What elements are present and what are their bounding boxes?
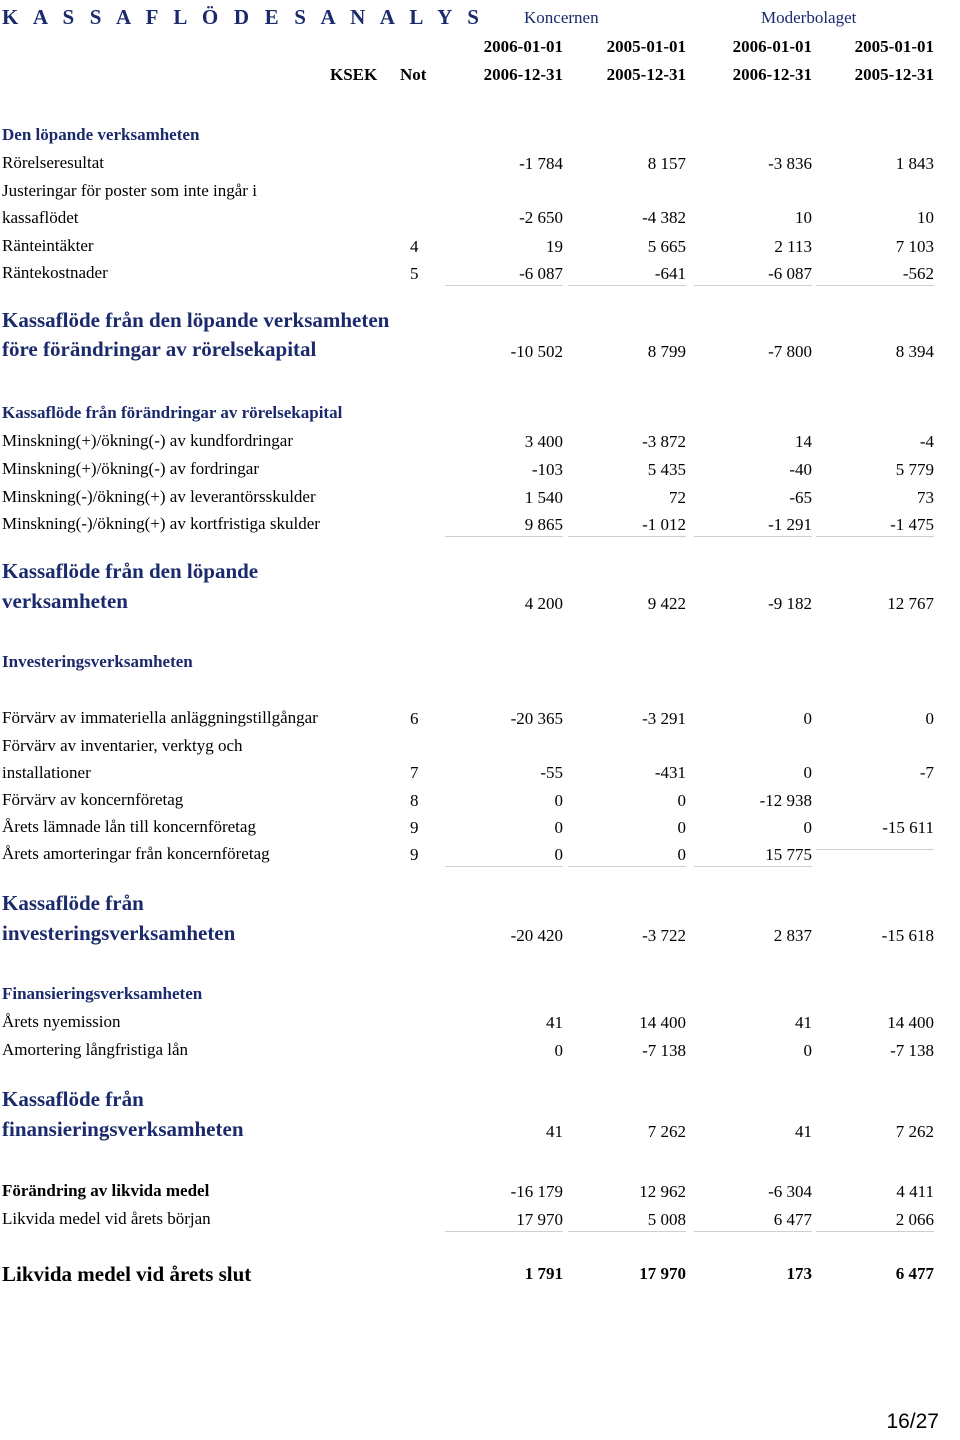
row-label: Minskning(+)/ökning(-) av fordringar [2, 459, 259, 478]
row-value: -16 179 [510, 1182, 563, 1201]
row-label: Minskning(-)/ökning(+) av kortfristiga skulder [2, 514, 320, 533]
row-note: 7 [410, 763, 419, 782]
row-label: Förvärv av koncernföretag [2, 790, 184, 809]
row-value: -20 365 [510, 709, 563, 728]
row-value: 9 422 [647, 594, 686, 613]
row-value: -3 836 [768, 154, 812, 173]
row-label: Finansieringsverksamheten [2, 984, 203, 1003]
row-value: 3 400 [524, 432, 563, 451]
row-value: 19 [546, 237, 563, 256]
row-label: Justeringar för poster som inte ingår i [2, 181, 257, 200]
row-value: -6 087 [694, 265, 812, 286]
row-label: Kassaflöde från [2, 891, 144, 915]
row-label: Förändring av likvida medel [2, 1181, 210, 1200]
row-label-cont: verksamheten [2, 589, 128, 613]
row-label: Rörelseresultat [2, 153, 104, 172]
row-value: 6 477 [895, 1264, 934, 1283]
row-value: 5 665 [647, 237, 686, 256]
row-label-cont: investeringsverksamheten [2, 921, 236, 945]
row-value: 0 [554, 818, 563, 837]
row-value: -10 502 [510, 342, 563, 361]
page-number: 16/27 [886, 1410, 939, 1433]
row-value: 12 767 [887, 594, 934, 613]
row-value: 14 [795, 432, 812, 451]
row-value: 7 262 [895, 1122, 934, 1141]
row-value: -9 182 [768, 594, 812, 613]
row-label-cont: installationer [2, 763, 91, 782]
row-value: -6 304 [768, 1182, 812, 1201]
header-period-to: 2005-12-31 [606, 65, 686, 84]
row-note: 8 [410, 791, 419, 810]
row-value: 14 400 [639, 1013, 686, 1032]
row-value: 7 262 [647, 1122, 686, 1141]
row-value: -4 382 [642, 208, 686, 227]
row-value: 0 [554, 1041, 563, 1060]
row-value: 1 791 [524, 1264, 563, 1283]
header-period-to: 2005-12-31 [854, 65, 934, 84]
row-value: -7 138 [890, 1041, 934, 1060]
row-label: Amortering långfristiga lån [2, 1040, 189, 1059]
row-value: 0 [677, 791, 686, 810]
row-label-cont: finansieringsverksamheten [2, 1117, 244, 1141]
row-value: 72 [669, 488, 686, 507]
row-value: 17 970 [445, 1211, 563, 1232]
row-value: 5 435 [647, 460, 686, 479]
row-value: -1 475 [816, 516, 934, 537]
row-value: 10 [917, 208, 934, 227]
row-value: 2 113 [774, 237, 812, 256]
row-value [816, 846, 934, 850]
row-value: 0 [803, 818, 812, 837]
header-not: Not [400, 65, 427, 84]
row-value: 73 [917, 488, 934, 507]
row-value: 8 394 [895, 342, 934, 361]
row-label: Ränteintäkter [2, 236, 94, 255]
row-note: 9 [410, 845, 419, 864]
row-note: 5 [410, 264, 419, 283]
row-value: 2 066 [816, 1211, 934, 1232]
row-label: Den löpande verksamheten [2, 125, 200, 144]
row-label: Kassaflöde från den löpande [2, 559, 259, 583]
row-value: -40 [789, 460, 812, 479]
row-value: 41 [546, 1122, 563, 1141]
row-value: 1 843 [895, 154, 934, 173]
row-value: 0 [445, 846, 563, 867]
row-value: 0 [803, 1041, 812, 1060]
row-value: 10 [795, 208, 812, 227]
row-value: -15 611 [882, 818, 934, 837]
row-value: 15 775 [694, 846, 812, 867]
row-value: 0 [925, 709, 934, 728]
header-period-from: 2005-01-01 [606, 37, 686, 56]
row-value: 12 962 [639, 1182, 686, 1201]
header-period-to: 2006-12-31 [483, 65, 563, 84]
row-value: -7 138 [642, 1041, 686, 1060]
row-value: 0 [803, 763, 812, 782]
row-label-cont: kassaflödet [2, 208, 79, 227]
row-value: -103 [531, 460, 563, 479]
row-label: Förvärv av immateriella anläggningstillgångar [2, 708, 318, 727]
row-label: Minskning(-)/ökning(+) av leverantörsskulder [2, 487, 316, 506]
row-label: Förvärv av inventarier, verktyg och [2, 736, 243, 755]
row-value: -12 938 [759, 791, 812, 810]
row-note: 9 [410, 818, 419, 837]
row-label: Årets nyemission [2, 1012, 121, 1031]
row-value: -65 [789, 488, 812, 507]
row-value: 4 411 [896, 1182, 934, 1201]
row-value: 5 008 [568, 1211, 686, 1232]
row-value: -7 [919, 763, 934, 782]
row-value: -1 291 [694, 516, 812, 537]
row-label: Likvida medel vid årets början [2, 1209, 211, 1228]
header-period-from: 2006-01-01 [732, 37, 812, 56]
row-value: -431 [654, 763, 686, 782]
header-period-from: 2006-01-01 [483, 37, 563, 56]
header-period-to: 2006-12-31 [732, 65, 812, 84]
row-label: Kassaflöde från förändringar av rörelsekapital [2, 403, 343, 422]
row-label-cont: före förändringar av rörelsekapital [2, 337, 317, 361]
row-label: Minskning(+)/ökning(-) av kundfordringar [2, 431, 293, 450]
row-value: 0 [677, 818, 686, 837]
row-value: 41 [795, 1013, 812, 1032]
row-value: -6 087 [445, 265, 563, 286]
row-value: 6 477 [694, 1211, 812, 1232]
row-value: -55 [540, 763, 563, 782]
row-value: 17 970 [639, 1264, 686, 1283]
row-value: -3 722 [642, 926, 686, 945]
row-value: -641 [568, 265, 686, 286]
row-value: -1 784 [519, 154, 563, 173]
row-value: 8 157 [647, 154, 686, 173]
report-title: K A S S A F L Ö D E S A N A L Y S [2, 5, 485, 29]
row-value: 2 837 [773, 926, 812, 945]
row-value: 41 [795, 1122, 812, 1141]
row-label: Räntekostnader [2, 263, 108, 282]
row-label: Kassaflöde från den löpande verksamheten [2, 308, 390, 332]
group-koncernen: Koncernen [524, 8, 599, 27]
row-value: -20 420 [510, 926, 563, 945]
row-value: -15 618 [881, 926, 934, 945]
group-moderbolaget: Moderbolaget [761, 8, 857, 27]
row-value: 9 865 [445, 516, 563, 537]
row-label: Investeringsverksamheten [2, 652, 193, 671]
row-value: 173 [786, 1264, 812, 1283]
row-value: 0 [803, 709, 812, 728]
row-label: Årets amorteringar från koncernföretag [2, 844, 270, 863]
row-value: -562 [816, 265, 934, 286]
row-label: Likvida medel vid årets slut [2, 1262, 252, 1286]
row-value: -4 [919, 432, 934, 451]
row-note: 6 [410, 709, 419, 728]
row-value: -2 650 [519, 208, 563, 227]
row-value: 14 400 [887, 1013, 934, 1032]
row-value: 4 200 [524, 594, 563, 613]
row-value: -1 012 [568, 516, 686, 537]
row-value: 8 799 [647, 342, 686, 361]
row-value: 5 779 [895, 460, 934, 479]
row-value: -7 800 [768, 342, 812, 361]
row-value: 0 [554, 791, 563, 810]
row-label: Årets lämnade lån till koncernföretag [2, 817, 256, 836]
row-value: -3 872 [642, 432, 686, 451]
row-value: -3 291 [642, 709, 686, 728]
header-period-from: 2005-01-01 [854, 37, 934, 56]
header-ksek: KSEK [330, 65, 378, 84]
row-value: 7 103 [895, 237, 934, 256]
row-value: 41 [546, 1013, 563, 1032]
row-value: 0 [568, 846, 686, 867]
row-value: 1 540 [524, 488, 563, 507]
row-note: 4 [410, 237, 419, 256]
row-label: Kassaflöde från [2, 1087, 144, 1111]
